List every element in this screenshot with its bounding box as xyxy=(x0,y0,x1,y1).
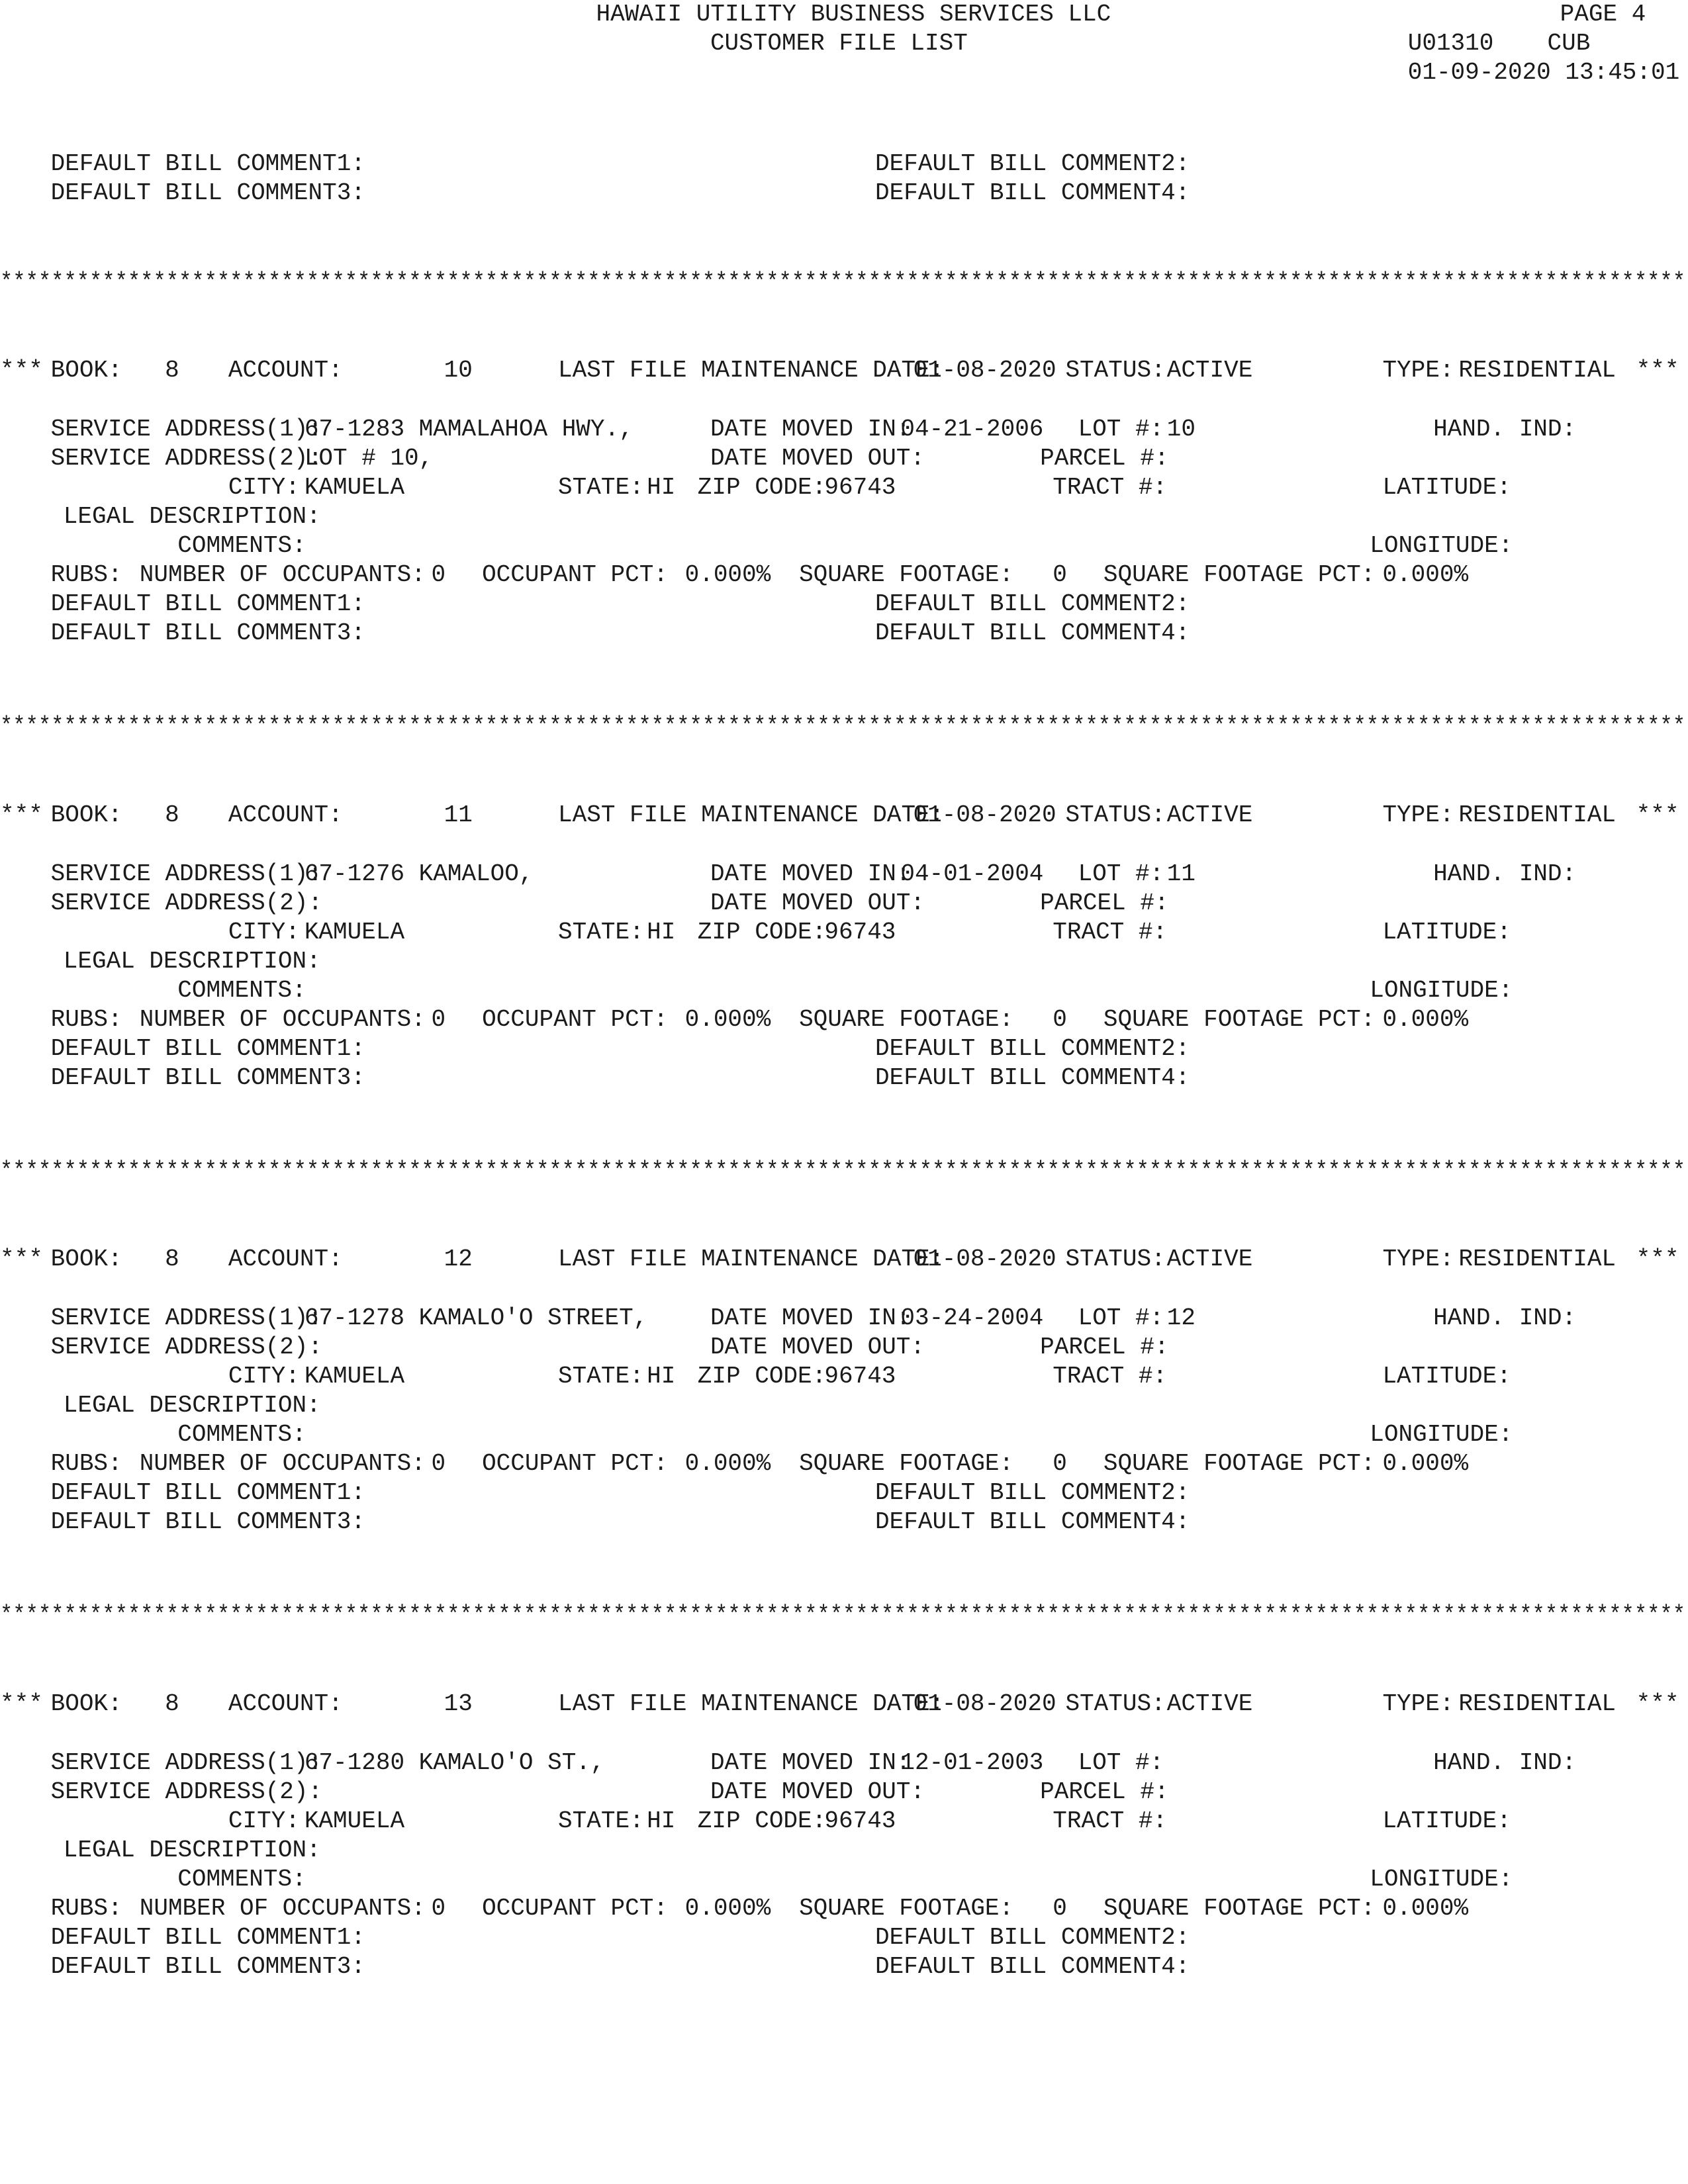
square-footage-label: SQUARE FOOTAGE: xyxy=(799,1895,1014,1922)
service-address-1-label: SERVICE ADDRESS(1): xyxy=(50,860,323,887)
last-maint-date-label: LAST FILE MAINTENANCE DATE: xyxy=(558,1690,945,1717)
legal-description-label: LEGAL DESCRIPTION: xyxy=(63,503,321,530)
latitude-label: LATITUDE: xyxy=(1382,1807,1511,1835)
occupant-pct-value: 0.000% xyxy=(684,1006,771,1033)
record-separator: ************************************************************************************************************************************ xyxy=(0,713,1685,740)
bill-comment4-label: DEFAULT BILL COMMENT4: xyxy=(875,1953,1190,1980)
last-maint-date-label: LAST FILE MAINTENANCE DATE: xyxy=(558,801,945,829)
bill-comment1-label: DEFAULT BILL COMMENT1: xyxy=(50,1035,365,1062)
comments-label: COMMENTS: xyxy=(177,1866,306,1893)
bill-comment1-label: DEFAULT BILL COMMENT1: xyxy=(50,1479,365,1506)
bill-comment2-label: DEFAULT BILL COMMENT2: xyxy=(875,1479,1190,1506)
city-value: KAMUELA xyxy=(304,474,405,501)
service-address-2-label: SERVICE ADDRESS(2): xyxy=(50,445,323,472)
state-value: HI xyxy=(647,919,676,946)
city-label: CITY: xyxy=(228,1363,300,1390)
date-moved-in-label: DATE MOVED IN: xyxy=(710,1749,911,1776)
number-of-occupants-value: 0 xyxy=(431,1895,446,1922)
service-address-1-value: 67-1283 MAMALAHOA HWY., xyxy=(304,416,633,443)
square-footage-value: 0 xyxy=(1053,1450,1067,1477)
longitude-label: LONGITUDE: xyxy=(1370,1421,1513,1448)
number-of-occupants-value: 0 xyxy=(431,1450,446,1477)
square-footage-pct-label: SQUARE FOOTAGE PCT: xyxy=(1103,561,1376,588)
account-value: 10 xyxy=(444,357,473,384)
legal-description-label: LEGAL DESCRIPTION: xyxy=(63,1837,321,1864)
record-separator: ************************************************************************************************************************************ xyxy=(0,269,1685,296)
lot-value: 12 xyxy=(1166,1304,1196,1332)
square-footage-pct-value: 0.000% xyxy=(1382,1895,1469,1922)
rubs-label: RUBS: xyxy=(50,1006,122,1033)
service-address-1-label: SERVICE ADDRESS(1): xyxy=(50,1304,323,1332)
occupant-pct-value: 0.000% xyxy=(684,1450,771,1477)
status-value: ACTIVE xyxy=(1166,1246,1253,1273)
city-label: CITY: xyxy=(228,474,300,501)
state-value: HI xyxy=(647,474,676,501)
last-maint-date-value: 01-08-2020 xyxy=(913,1246,1056,1273)
account-label: ACCOUNT: xyxy=(228,1246,343,1273)
zip-code-label: ZIP CODE: xyxy=(697,474,827,501)
account-value: 12 xyxy=(444,1246,473,1273)
lot-label: LOT #: xyxy=(1078,860,1164,887)
report-company-name: HAWAII UTILITY BUSINESS SERVICES LLC xyxy=(596,1,1111,28)
service-address-1-value: 67-1280 KAMALO'O ST., xyxy=(304,1749,605,1776)
number-of-occupants-label: NUMBER OF OCCUPANTS: xyxy=(139,1895,426,1922)
zip-code-label: ZIP CODE: xyxy=(697,1807,827,1835)
book-label: BOOK: xyxy=(50,1690,122,1717)
bill-comment3-label: DEFAULT BILL COMMENT3: xyxy=(50,1508,365,1535)
tract-label: TRACT #: xyxy=(1053,919,1168,946)
service-address-2-label: SERVICE ADDRESS(2): xyxy=(50,1778,323,1805)
bill-comment3-label: DEFAULT BILL COMMENT3: xyxy=(50,1064,365,1091)
book-value: 8 xyxy=(165,1246,179,1273)
rubs-label: RUBS: xyxy=(50,1895,122,1922)
service-address-2-value: LOT # 10, xyxy=(304,445,434,472)
zip-code-label: ZIP CODE: xyxy=(697,1363,827,1390)
lot-label: LOT #: xyxy=(1078,1304,1164,1332)
legal-description-label: LEGAL DESCRIPTION: xyxy=(63,948,321,975)
comments-label: COMMENTS: xyxy=(177,532,306,559)
zip-code-value: 96743 xyxy=(824,1363,896,1390)
lot-label: LOT #: xyxy=(1078,416,1164,443)
parcel-label: PARCEL #: xyxy=(1040,445,1169,472)
service-address-1-label: SERVICE ADDRESS(1): xyxy=(50,416,323,443)
state-value: HI xyxy=(647,1363,676,1390)
record-marker-right: *** xyxy=(1636,801,1679,829)
square-footage-pct-value: 0.000% xyxy=(1382,1450,1469,1477)
type-value: RESIDENTIAL xyxy=(1458,357,1617,384)
zip-code-value: 96743 xyxy=(824,1807,896,1835)
square-footage-pct-label: SQUARE FOOTAGE PCT: xyxy=(1103,1006,1376,1033)
page-number: PAGE 4 xyxy=(1560,1,1646,28)
city-value: KAMUELA xyxy=(304,1807,405,1835)
type-label: TYPE: xyxy=(1382,1246,1454,1273)
hand-ind-label: HAND. IND: xyxy=(1433,1304,1577,1332)
square-footage-label: SQUARE FOOTAGE: xyxy=(799,561,1014,588)
record-marker-right: *** xyxy=(1636,1690,1679,1717)
account-value: 13 xyxy=(444,1690,473,1717)
program-id: U01310 xyxy=(1407,30,1494,57)
zip-code-value: 96743 xyxy=(824,919,896,946)
tract-label: TRACT #: xyxy=(1053,1807,1168,1835)
status-value: ACTIVE xyxy=(1166,801,1253,829)
type-value: RESIDENTIAL xyxy=(1458,801,1617,829)
zip-code-value: 96743 xyxy=(824,474,896,501)
bill-comment4-label: DEFAULT BILL COMMENT4: xyxy=(875,1508,1190,1535)
bill-comment2-label: DEFAULT BILL COMMENT2: xyxy=(875,1035,1190,1062)
status-label: STATUS: xyxy=(1065,357,1166,384)
bill-comment1-label: DEFAULT BILL COMMENT1: xyxy=(50,1924,365,1951)
square-footage-label: SQUARE FOOTAGE: xyxy=(799,1006,1014,1033)
type-label: TYPE: xyxy=(1382,801,1454,829)
comments-label: COMMENTS: xyxy=(177,977,306,1004)
book-value: 8 xyxy=(165,1690,179,1717)
longitude-label: LONGITUDE: xyxy=(1370,977,1513,1004)
square-footage-pct-value: 0.000% xyxy=(1382,1006,1469,1033)
latitude-label: LATITUDE: xyxy=(1382,919,1511,946)
run-datetime: 01-09-2020 13:45:01 xyxy=(1407,59,1680,86)
square-footage-label: SQUARE FOOTAGE: xyxy=(799,1450,1014,1477)
occupant-pct-value: 0.000% xyxy=(684,561,771,588)
occupant-pct-label: OCCUPANT PCT: xyxy=(482,1895,668,1922)
date-moved-in-label: DATE MOVED IN: xyxy=(710,1304,911,1332)
account-value: 11 xyxy=(444,801,473,829)
record-marker-left: *** xyxy=(0,357,43,384)
service-address-1-value: 67-1278 KAMALO'O STREET, xyxy=(304,1304,648,1332)
tract-label: TRACT #: xyxy=(1053,474,1168,501)
number-of-occupants-value: 0 xyxy=(431,561,446,588)
number-of-occupants-label: NUMBER OF OCCUPANTS: xyxy=(139,561,426,588)
hand-ind-label: HAND. IND: xyxy=(1433,416,1577,443)
lot-value: 10 xyxy=(1166,416,1196,443)
bill-comment3-label: DEFAULT BILL COMMENT3: xyxy=(50,619,365,647)
parcel-label: PARCEL #: xyxy=(1040,1334,1169,1361)
service-address-2-label: SERVICE ADDRESS(2): xyxy=(50,889,323,917)
record-marker-left: *** xyxy=(0,801,43,829)
bill-comment4-label: DEFAULT BILL COMMENT4: xyxy=(875,619,1190,647)
state-value: HI xyxy=(647,1807,676,1835)
record-marker-right: *** xyxy=(1636,357,1679,384)
type-value: RESIDENTIAL xyxy=(1458,1246,1617,1273)
status-label: STATUS: xyxy=(1065,1690,1166,1717)
number-of-occupants-value: 0 xyxy=(431,1006,446,1033)
occupant-pct-label: OCCUPANT PCT: xyxy=(482,1006,668,1033)
bill-comment2-label: DEFAULT BILL COMMENT2: xyxy=(875,150,1190,177)
occupant-pct-label: OCCUPANT PCT: xyxy=(482,1450,668,1477)
report-title: CUSTOMER FILE LIST xyxy=(710,30,968,57)
parcel-label: PARCEL #: xyxy=(1040,1778,1169,1805)
record-separator: ************************************************************************************************************************************ xyxy=(0,1602,1685,1629)
date-moved-in-value: 12-01-2003 xyxy=(900,1749,1044,1776)
longitude-label: LONGITUDE: xyxy=(1370,1866,1513,1893)
type-label: TYPE: xyxy=(1382,1690,1454,1717)
comments-label: COMMENTS: xyxy=(177,1421,306,1448)
city-value: KAMUELA xyxy=(304,1363,405,1390)
state-label: STATE: xyxy=(558,1363,644,1390)
latitude-label: LATITUDE: xyxy=(1382,1363,1511,1390)
bill-comment2-label: DEFAULT BILL COMMENT2: xyxy=(875,590,1190,617)
hand-ind-label: HAND. IND: xyxy=(1433,1749,1577,1776)
square-footage-pct-label: SQUARE FOOTAGE PCT: xyxy=(1103,1895,1376,1922)
record-marker-right: *** xyxy=(1636,1246,1679,1273)
bill-comment3-label: DEFAULT BILL COMMENT3: xyxy=(50,179,365,206)
last-maint-date-label: LAST FILE MAINTENANCE DATE: xyxy=(558,357,945,384)
square-footage-pct-value: 0.000% xyxy=(1382,561,1469,588)
bill-comment1-label: DEFAULT BILL COMMENT1: xyxy=(50,150,365,177)
system-code: CUB xyxy=(1547,30,1591,57)
service-address-1-value: 67-1276 KAMALOO, xyxy=(304,860,534,887)
square-footage-value: 0 xyxy=(1053,1006,1067,1033)
tract-label: TRACT #: xyxy=(1053,1363,1168,1390)
bill-comment4-label: DEFAULT BILL COMMENT4: xyxy=(875,179,1190,206)
book-label: BOOK: xyxy=(50,801,122,829)
record-separator: ************************************************************************************************************************************ xyxy=(0,1158,1685,1185)
last-maint-date-value: 01-08-2020 xyxy=(913,801,1056,829)
lot-label: LOT #: xyxy=(1078,1749,1164,1776)
square-footage-pct-label: SQUARE FOOTAGE PCT: xyxy=(1103,1450,1376,1477)
book-value: 8 xyxy=(165,357,179,384)
date-moved-in-label: DATE MOVED IN: xyxy=(710,416,911,443)
city-value: KAMUELA xyxy=(304,919,405,946)
book-label: BOOK: xyxy=(50,1246,122,1273)
last-maint-date-value: 01-08-2020 xyxy=(913,1690,1056,1717)
status-value: ACTIVE xyxy=(1166,1690,1253,1717)
rubs-label: RUBS: xyxy=(50,1450,122,1477)
occupant-pct-value: 0.000% xyxy=(684,1895,771,1922)
service-address-1-label: SERVICE ADDRESS(1): xyxy=(50,1749,323,1776)
date-moved-out-label: DATE MOVED OUT: xyxy=(710,1334,925,1361)
type-label: TYPE: xyxy=(1382,357,1454,384)
state-label: STATE: xyxy=(558,1807,644,1835)
bill-comment4-label: DEFAULT BILL COMMENT4: xyxy=(875,1064,1190,1091)
status-label: STATUS: xyxy=(1065,1246,1166,1273)
rubs-label: RUBS: xyxy=(50,561,122,588)
square-footage-value: 0 xyxy=(1053,561,1067,588)
account-label: ACCOUNT: xyxy=(228,801,343,829)
number-of-occupants-label: NUMBER OF OCCUPANTS: xyxy=(139,1006,426,1033)
state-label: STATE: xyxy=(558,919,644,946)
square-footage-value: 0 xyxy=(1053,1895,1067,1922)
city-label: CITY: xyxy=(228,1807,300,1835)
status-value: ACTIVE xyxy=(1166,357,1253,384)
parcel-label: PARCEL #: xyxy=(1040,889,1169,917)
city-label: CITY: xyxy=(228,919,300,946)
bill-comment1-label: DEFAULT BILL COMMENT1: xyxy=(50,590,365,617)
last-maint-date-value: 01-08-2020 xyxy=(913,357,1056,384)
bill-comment3-label: DEFAULT BILL COMMENT3: xyxy=(50,1953,365,1980)
number-of-occupants-label: NUMBER OF OCCUPANTS: xyxy=(139,1450,426,1477)
longitude-label: LONGITUDE: xyxy=(1370,532,1513,559)
record-marker-left: *** xyxy=(0,1246,43,1273)
last-maint-date-label: LAST FILE MAINTENANCE DATE: xyxy=(558,1246,945,1273)
status-label: STATUS: xyxy=(1065,801,1166,829)
latitude-label: LATITUDE: xyxy=(1382,474,1511,501)
date-moved-in-value: 04-01-2004 xyxy=(900,860,1044,887)
legal-description-label: LEGAL DESCRIPTION: xyxy=(63,1392,321,1419)
occupant-pct-label: OCCUPANT PCT: xyxy=(482,561,668,588)
record-marker-left: *** xyxy=(0,1690,43,1717)
account-label: ACCOUNT: xyxy=(228,357,343,384)
book-label: BOOK: xyxy=(50,357,122,384)
date-moved-in-value: 04-21-2006 xyxy=(900,416,1044,443)
type-value: RESIDENTIAL xyxy=(1458,1690,1617,1717)
state-label: STATE: xyxy=(558,474,644,501)
date-moved-out-label: DATE MOVED OUT: xyxy=(710,1778,925,1805)
bill-comment2-label: DEFAULT BILL COMMENT2: xyxy=(875,1924,1190,1951)
book-value: 8 xyxy=(165,801,179,829)
date-moved-out-label: DATE MOVED OUT: xyxy=(710,889,925,917)
account-label: ACCOUNT: xyxy=(228,1690,343,1717)
hand-ind-label: HAND. IND: xyxy=(1433,860,1577,887)
zip-code-label: ZIP CODE: xyxy=(697,919,827,946)
date-moved-in-label: DATE MOVED IN: xyxy=(710,860,911,887)
service-address-2-label: SERVICE ADDRESS(2): xyxy=(50,1334,323,1361)
date-moved-out-label: DATE MOVED OUT: xyxy=(710,445,925,472)
date-moved-in-value: 03-24-2004 xyxy=(900,1304,1044,1332)
lot-value: 11 xyxy=(1166,860,1196,887)
